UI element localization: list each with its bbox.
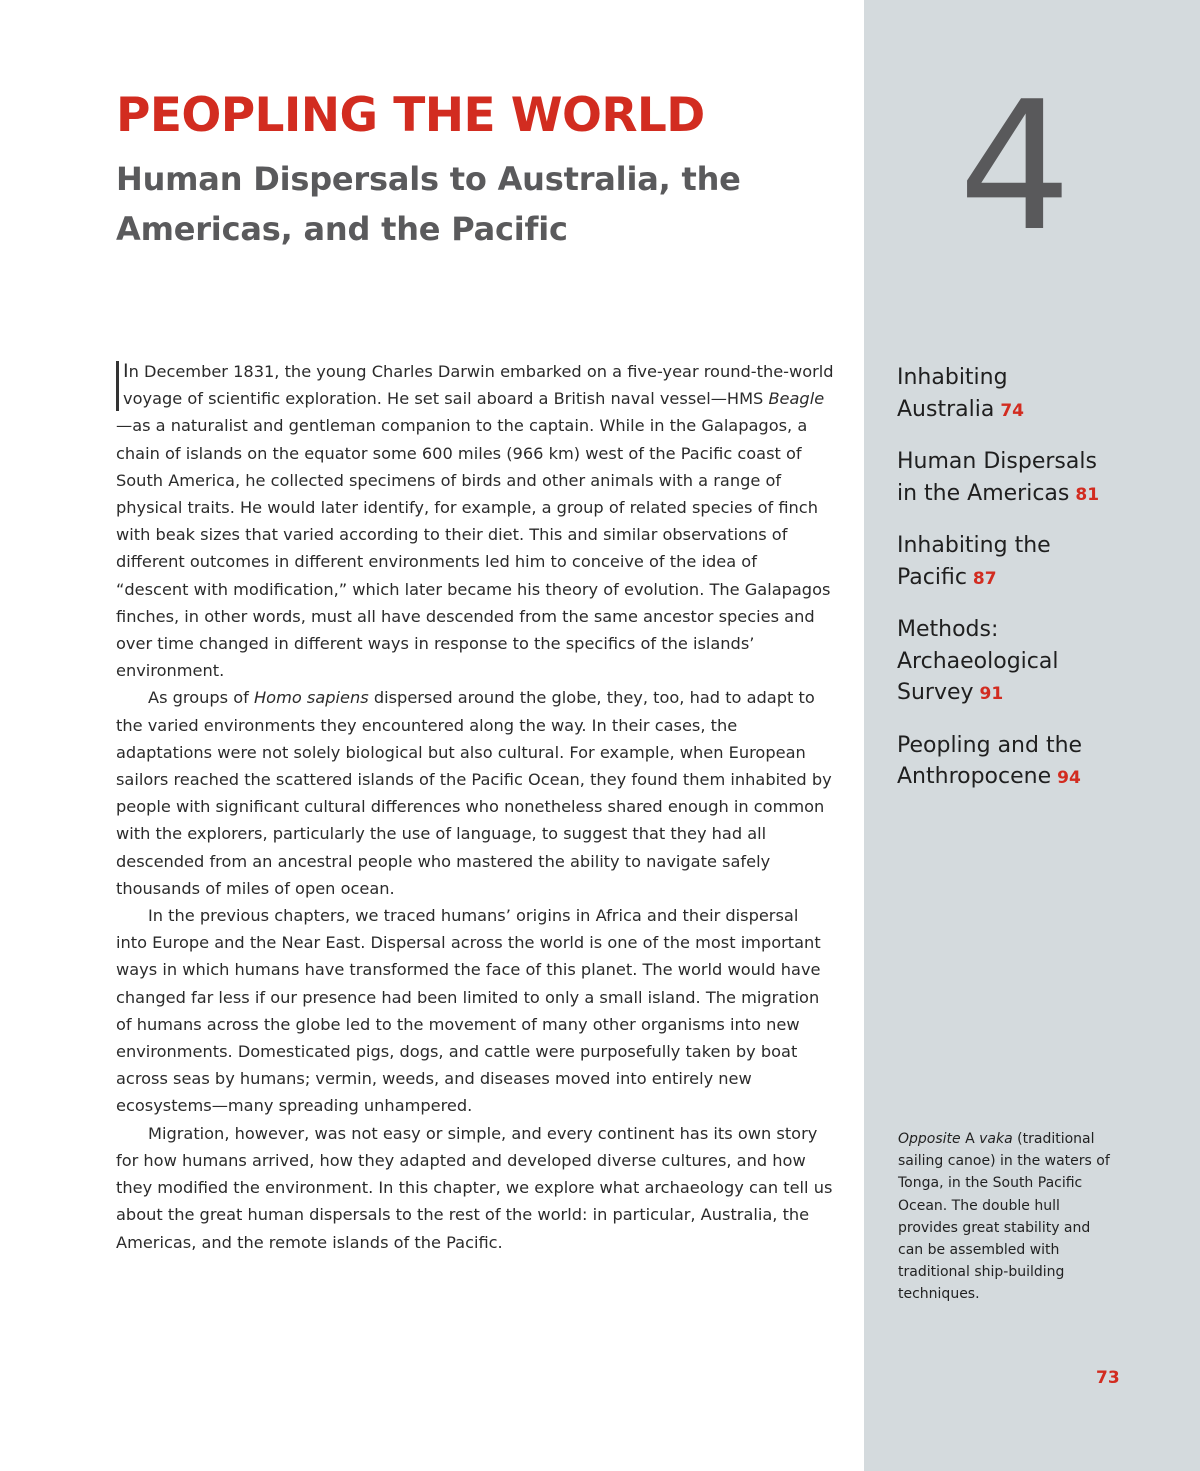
species-name: Homo sapiens bbox=[254, 688, 369, 708]
toc-item-label: Inhabiting Australia bbox=[897, 365, 1008, 422]
chapter-contents bbox=[897, 362, 1187, 814]
paragraph-4: Migration, however, was not easy or simple, and every continent has its own story for how humans arrived, how they adapted and developed diverse cultures, and how they modified the environment. In this chapter, we explore what archaeology can tell us about the great human dispersals to the rest of the world: in particular, Australia, the Americas, and the remote islands of the Pacific. bbox=[116, 1123, 833, 1252]
toc-item[interactable] bbox=[897, 730, 1187, 795]
ship-name: Beagle bbox=[768, 389, 825, 409]
paragraph-3: In the previous chapters, we traced humans’ origins in Africa and their dispersal into Europe and the Near East. Dispersal across the world is one of the most important ways in which humans have transformed the face of this planet. The world would have changed far less if our presence had been limited to only a small island. The migration of humans across the globe led to the movement of many other organisms into new environments. Domesticated pigs, dogs, and cattle were purposefully taken by boat across seas by humans; vermin, weeds, and diseases moved into entirely new ecosystems—many spreading unhampered. bbox=[116, 906, 821, 1116]
paragraph-1-text-cont: —as a naturalist and gentleman companion to the captain. While in the Galapagos, a chain of islands on the equator some 600 miles (966 km) west of the Pacific coast of South America, he collected specimens of birds and other animals with a range of physical traits. He would later identify, for example, a group of related species of finch with beak sizes that varied according to their diet. This and similar observations of different outcomes in different environments led him to conceive of the idea of “descent with modification,” which later became his theory of evolution. The Galapagos finches, in other words, must all have descended from the same ancestor species and over time changed in different ways in response to the specifics of the islands’ environment. bbox=[116, 416, 831, 681]
paragraph-2-text-cont: dispersed around the globe, they, too, had to adapt to the varied environments they encountered along the way. In their cases, the adaptations were not solely biological but also cultural. For example, when European sailors reached the scattered islands of the Pacific Ocean, they found them inhabited by people with significant cultural differences who nonetheless shared enough in common with the explorers, particularly the use of language, to suggest that they had all descended from an ancestral people who mastered the ability to navigate safely thousands of miles of open ocean. bbox=[116, 688, 832, 898]
page-number: 73 bbox=[1096, 1368, 1120, 1388]
toc-item-page: 94 bbox=[1057, 768, 1081, 788]
photo-caption bbox=[898, 1128, 1113, 1306]
toc-item-label: Methods: Archaeological Survey bbox=[897, 617, 1059, 705]
toc-item-page: 81 bbox=[1075, 484, 1100, 505]
body-text bbox=[116, 358, 834, 1256]
caption-term: vaka bbox=[979, 1131, 1013, 1147]
toc-item[interactable] bbox=[897, 362, 1187, 427]
paragraph-1 bbox=[116, 358, 834, 684]
toc-item-label: Peopling and the Anthropocene bbox=[897, 732, 1083, 789]
paragraph-1-text: n December 1831, the young Charles Darwin embarked on a five-year round-the-world voyage of scientific exploration. He set sail aboard a British naval vessel—HMS bbox=[123, 362, 834, 409]
toc-item-label: Inhabiting the Pacific bbox=[897, 533, 1051, 590]
toc-item-page: 74 bbox=[1000, 400, 1024, 421]
toc-item[interactable] bbox=[897, 530, 1187, 595]
paragraph-2-text: As groups of bbox=[148, 688, 254, 708]
caption-text: A bbox=[960, 1131, 980, 1147]
toc-item[interactable] bbox=[897, 614, 1187, 711]
caption-text-cont: (traditional sailing canoe) in the waters of Tonga, in the South Pacific Ocean. The double hull provides great stability and can be assembled with traditional ship-building techniques. bbox=[898, 1131, 1110, 1303]
caption-lead: Opposite bbox=[898, 1131, 961, 1147]
paragraph-2 bbox=[116, 684, 834, 902]
drop-cap-rule bbox=[116, 361, 119, 411]
toc-item-page: 87 bbox=[972, 568, 997, 589]
chapter-subtitle: Human Dispersals to Australia, the Americas, and the Pacific bbox=[116, 160, 741, 248]
toc-item-label: Human Dispersals in the Americas bbox=[897, 449, 1097, 506]
drop-cap: I bbox=[123, 360, 129, 382]
chapter-title: PEOPLING THE WORLD bbox=[116, 88, 705, 143]
toc-item[interactable] bbox=[897, 446, 1187, 511]
chapter-number: 4 bbox=[958, 63, 1068, 270]
toc-item-page: 91 bbox=[979, 684, 1004, 704]
